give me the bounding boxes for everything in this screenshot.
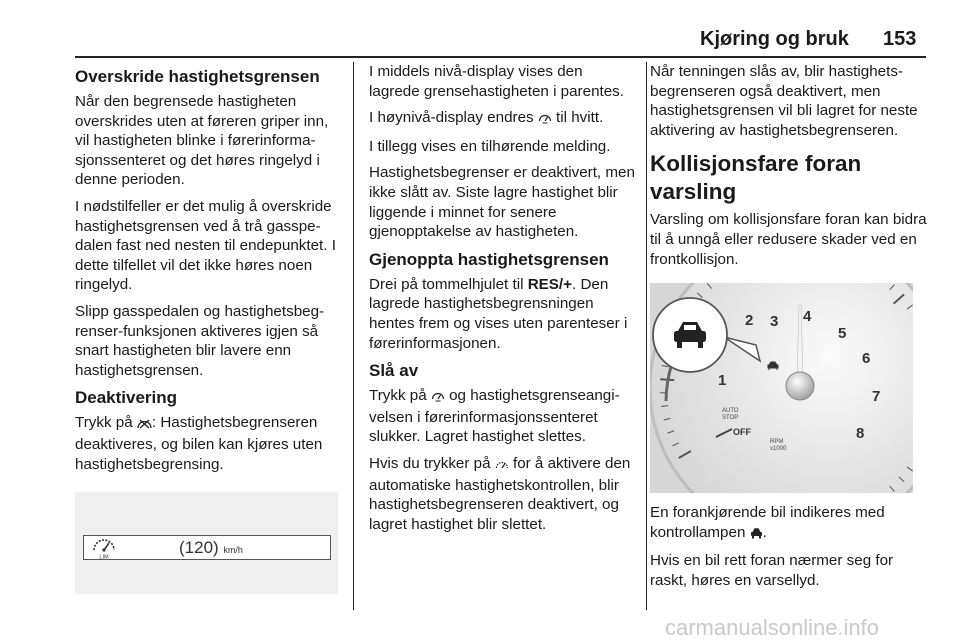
paragraph: I tillegg vises en tilhørende melding.: [369, 137, 611, 155]
speed-unit: km/h: [223, 545, 243, 556]
paragraph: Når den begrensede hastigheten overskrides uten at føreren griper inn, vil hastigheten blinke i førerinformasjonssenteret og det høres ringelyd i denne perioden.: [75, 93, 329, 189]
gauge-number-1: 1: [718, 372, 727, 390]
gauge-number-5: 5: [838, 325, 847, 343]
gauge-number-2: 2: [745, 312, 754, 330]
speed-limiter-icon: [538, 110, 552, 130]
paragraph: Slipp gasspedalen og hastighetsbegrenser-funksjonen aktiveres igjen så snart hastigheten blir lavere enn hastighetsgrensen.: [75, 302, 325, 379]
column-divider: [646, 62, 647, 610]
speed-limit-display-illustration: [75, 492, 338, 594]
paragraph: Hvis du trykker på for å aktivere den automatiske hastighetskontrollen, blir hastighetsbegrenseren deaktivert, og lagret hastighet blir slettet.: [369, 454, 631, 533]
paragraph: Hvis en bil rett foran nærmer seg for raskt, høres en varsellyd.: [650, 552, 894, 589]
paragraph: Når tenningen slås av, blir hastighetsbegrenseren også deaktivert, men hastighetsgrensen vil bli lagret for neste aktivering av hastighetsbegrenseren.: [650, 63, 918, 139]
gauge-needle-hub: [786, 372, 814, 400]
speed-limiter-icon: [431, 388, 445, 408]
paragraph: Trykk på og hastighetsgrenseangivelsen i førerinformasjonssenteret slukker. Lagret hastighet slettes.: [369, 387, 620, 446]
off-label: OFF: [733, 427, 751, 438]
section-title: Kjøring og bruk: [700, 28, 849, 50]
column-divider: [353, 62, 354, 610]
column-3: [650, 62, 928, 598]
heading-deactivation: Deaktivering: [75, 388, 178, 408]
paragraph: Varsling om kollisjonsfare foran kan bidra til å unngå eller redusere skader ved en frontkollisjon.: [650, 211, 927, 268]
gauge-number-6: 6: [862, 350, 871, 368]
paragraph: I nødstilfeller er det mulig å overskride hastighetsgrensen ved å trå gasspedalen fast ned nesten til endepunktet. I dette tilfellet vil det ikke høres noen ringelyd.: [75, 197, 336, 294]
column-2: [369, 62, 637, 541]
rpm-label-line1: RPM: [770, 439, 784, 446]
speed-limiter-cancel-icon: [137, 415, 152, 435]
tachometer-illustration: [650, 283, 913, 493]
res-plus-label: RES/+: [527, 275, 573, 293]
heading-switch-off: Slå av: [369, 361, 419, 381]
gauge-number-3: 3: [770, 313, 779, 331]
speed-limiter-icon: [91, 537, 117, 565]
heading-resume-speed-limit: Gjenoppta hastighetsgrensen: [369, 249, 609, 269]
watermark: carmanualsonline.info: [665, 615, 880, 640]
gauge-number-8: 8: [856, 425, 865, 443]
paragraph: En forankjørende bil indikeres med kontrollampen .: [650, 503, 928, 544]
stored-speed-value: (120) km/h: [179, 538, 243, 558]
auto-stop-label-line1: AUTO: [722, 408, 739, 415]
column-1: [75, 62, 343, 594]
paragraph: Drei på tommelhjulet til RES/+. Den lagrede hastighetsbegrensningen hentes frem og vises uten parenteser i førerinformasjonen.: [369, 275, 628, 352]
vehicle-ahead-icon: [750, 525, 763, 545]
paragraph: I høynivå-display endres til hvitt.: [369, 108, 637, 130]
auto-stop-label-line2: STOP: [722, 415, 739, 422]
paragraph: Trykk på : Hastighetsbegrenseren deaktiveres, og bilen kan kjøres uten hastighetsbegrensing.: [75, 414, 323, 473]
rpm-label-line2: x1000: [770, 446, 787, 453]
display-bar: [83, 535, 331, 560]
heading-exceed-speed-limit: Overskride hastighetsgrensen: [75, 67, 320, 86]
gauge-number-7: 7: [872, 388, 881, 406]
lim-label: LIM: [99, 554, 109, 560]
page-number: 153: [883, 28, 917, 50]
cruise-control-icon: [495, 456, 509, 476]
paragraph: Hastighetsbegrenser er deaktivert, men ikke slått av. Siste lagre hastighet blir liggende i minnet for senere gjenopptakelse av hastigheten.: [369, 164, 635, 241]
header-rule: [75, 56, 926, 58]
gauge-number-4: 4: [803, 308, 812, 326]
paragraph: I middels nivå-display vises den lagrede grensehastigheten i parentes.: [369, 63, 624, 100]
heading-forward-collision-alert: Kollisjonsfare foran varsling: [650, 151, 862, 205]
